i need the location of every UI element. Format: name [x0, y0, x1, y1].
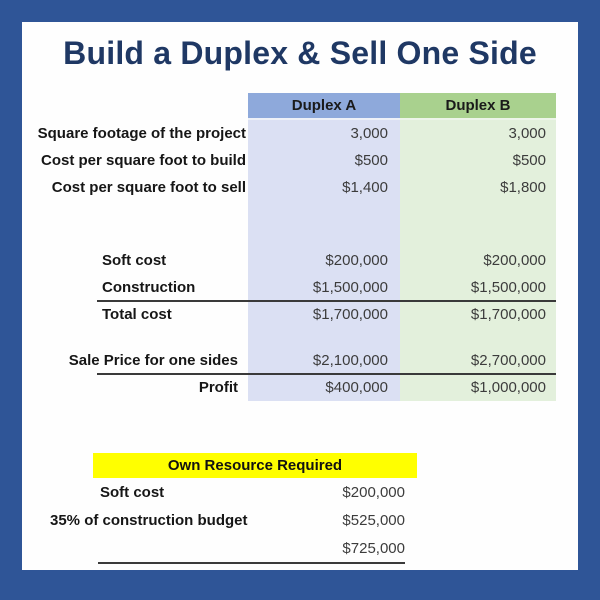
table-spacer-row — [22, 328, 556, 347]
own-resource-header: Own Resource Required — [93, 453, 417, 478]
spacer-cell — [400, 328, 556, 347]
table-row-total-cost — [22, 301, 556, 328]
cell-duplex-a: $400,000 — [248, 374, 400, 401]
own-total-rule — [98, 562, 405, 564]
row-value: $525,000 — [342, 511, 405, 529]
row-label: Square footage of the project — [37, 125, 246, 142]
table-row-profit — [22, 374, 556, 401]
cell-duplex-a: $200,000 — [248, 247, 400, 274]
row-value: $200,000 — [342, 483, 405, 501]
cell-duplex-b: $1,800 — [400, 174, 556, 201]
table-row-soft-cost — [22, 247, 556, 274]
profit-rule — [97, 373, 556, 375]
table-row-sale-price — [22, 347, 556, 374]
cell-duplex-a: $2,100,000 — [248, 347, 400, 374]
spacer-cell — [248, 328, 400, 347]
duplex-comparison-table — [22, 93, 556, 401]
spacer-cell — [248, 201, 400, 247]
cell-duplex-b: $2,700,000 — [400, 347, 556, 374]
cell-duplex-a: $500 — [248, 147, 400, 174]
row-label: Total cost — [102, 306, 172, 323]
cell-duplex-a: $1,700,000 — [248, 301, 400, 328]
cell-duplex-b: $200,000 — [400, 247, 556, 274]
own-row-construction-budget — [22, 506, 405, 534]
table-row-cost-build — [22, 147, 556, 174]
spacer-cell — [400, 201, 556, 247]
column-header-duplex-b: Duplex B — [400, 93, 556, 120]
row-label: Cost per square foot to sell — [51, 179, 246, 196]
row-label: 35% of construction budget — [50, 511, 248, 529]
row-label: Construction — [102, 279, 196, 296]
content-sheet — [22, 22, 578, 570]
table-spacer-row — [22, 201, 556, 247]
own-row-soft-cost — [22, 478, 405, 506]
cell-duplex-b: $1,500,000 — [400, 274, 556, 301]
cell-duplex-a: $1,400 — [248, 174, 400, 201]
table-row-square-footage — [22, 120, 556, 147]
row-label: Profit — [198, 379, 238, 396]
cell-duplex-b: 3,000 — [400, 120, 556, 147]
total-value: $725,000 — [342, 539, 405, 557]
cell-duplex-b: $500 — [400, 147, 556, 174]
cell-duplex-b: $1,000,000 — [400, 374, 556, 401]
column-header-duplex-a: Duplex A — [248, 93, 400, 120]
table-row-construction — [22, 274, 556, 301]
row-label: Soft cost — [100, 483, 165, 501]
own-row-total — [22, 534, 405, 562]
table-row-cost-sell — [22, 174, 556, 201]
cell-duplex-a: 3,000 — [248, 120, 400, 147]
row-label: Cost per square foot to build — [41, 152, 246, 169]
row-label: Soft cost — [102, 252, 167, 269]
table-header-row — [22, 93, 556, 120]
page-title: Build a Duplex & Sell One Side — [63, 35, 537, 71]
own-resource-table — [22, 453, 417, 562]
cell-duplex-b: $1,700,000 — [400, 301, 556, 328]
total-cost-rule — [97, 300, 556, 302]
cell-duplex-a: $1,500,000 — [248, 274, 400, 301]
row-label: Sale Price for one sides — [68, 352, 238, 369]
